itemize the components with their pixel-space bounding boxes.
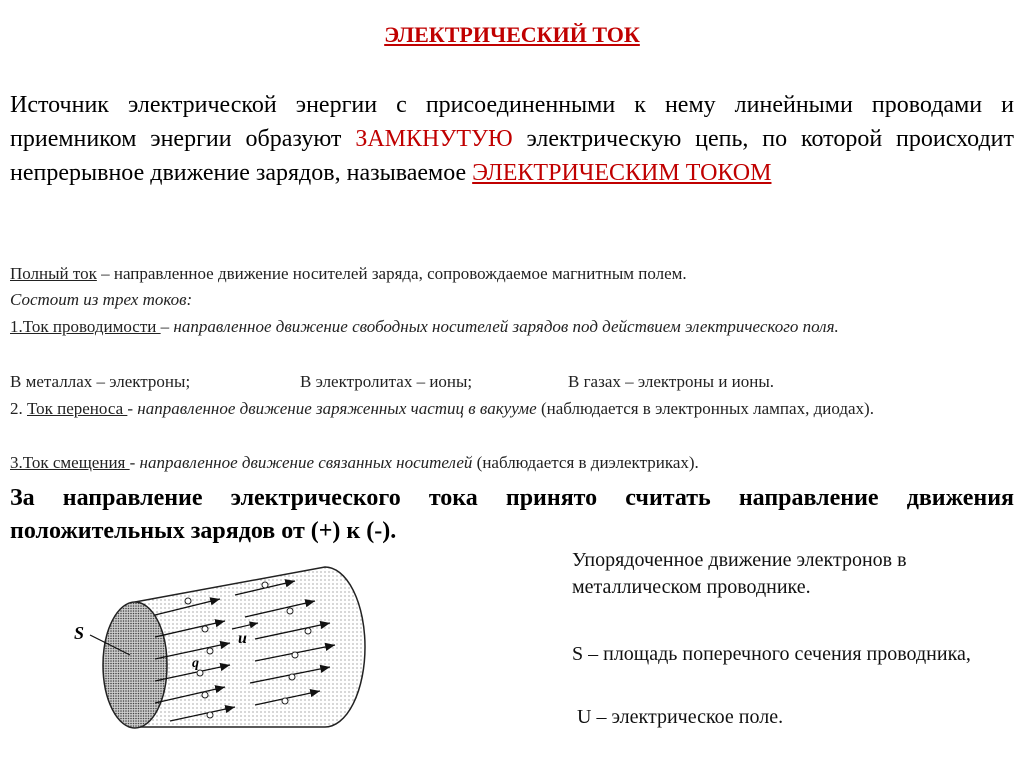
- item-1-definition: – направленное движение свободных носителей зарядов под действием электрического поля.: [160, 317, 839, 336]
- item-3: [10, 451, 1014, 474]
- item-3-definition: направленное движение связанных носителей: [139, 453, 473, 472]
- item-2-term: Ток переноса: [27, 399, 128, 418]
- carriers-gases: В газах – электроны и ионы.: [568, 372, 775, 391]
- cross-section-face: [103, 602, 167, 728]
- carriers-electrolytes: В электролитах – ионы;: [300, 372, 473, 391]
- item-3-term: 3.Ток смещения: [10, 453, 130, 472]
- highlight-electric-current: ЭЛЕКТРИЧЕСКИМ ТОКОМ: [472, 160, 772, 186]
- full-current-line: [10, 262, 1014, 285]
- item-3-dash: -: [129, 453, 140, 472]
- consists-line: Состоит из трех токов:: [10, 290, 193, 309]
- item-1: [10, 315, 1014, 338]
- item-2-definition: направленное движение заряженных частиц в вакууме: [137, 399, 537, 418]
- item-2: [10, 397, 1014, 420]
- label-s: S: [74, 623, 85, 643]
- full-current-definition: – направленное движение носителей заряда, сопровождаемое магнитным полем.: [96, 264, 687, 283]
- item-2-dash: -: [127, 399, 138, 418]
- carriers-metals: В металлах – электроны;: [10, 372, 191, 391]
- label-u: u: [238, 630, 247, 647]
- intro-paragraph: [10, 88, 1014, 190]
- caption-area: S – площадь поперечного сечения проводника,: [572, 643, 971, 665]
- intro-text-2: электрическую цепь, по которой происходит непрерывное движение зарядов, называемое: [10, 126, 1015, 186]
- item-2-number: 2.: [10, 399, 27, 418]
- carriers-line: [10, 370, 1014, 393]
- direction-statement: За направление электрического тока принято считать направление движения положительных зарядов от (+) к (-).: [10, 485, 1014, 544]
- highlight-closed: ЗАМКНУТУЮ: [355, 126, 513, 152]
- caption-electrons: Упорядоченное движение электронов в металлическом проводнике.: [572, 549, 907, 598]
- caption-field: U – электрическое поле.: [572, 706, 784, 728]
- item-2-note: (наблюдается в электронных лампах, диодах).: [536, 399, 874, 418]
- page-title: ЭЛЕКТРИЧЕСКИЙ ТОК: [384, 22, 640, 47]
- intro-text-1: Источник электрической энергии с присоединенными к нему линейными проводами и приемником энергии образуют: [10, 92, 1014, 152]
- item-3-note: (наблюдается в диэлектриках).: [472, 453, 699, 472]
- full-current-term: Полный ток: [10, 264, 97, 283]
- conductor-diagram: [60, 555, 400, 755]
- item-1-term: 1.Ток проводимости: [10, 317, 161, 336]
- label-q: q: [192, 656, 199, 671]
